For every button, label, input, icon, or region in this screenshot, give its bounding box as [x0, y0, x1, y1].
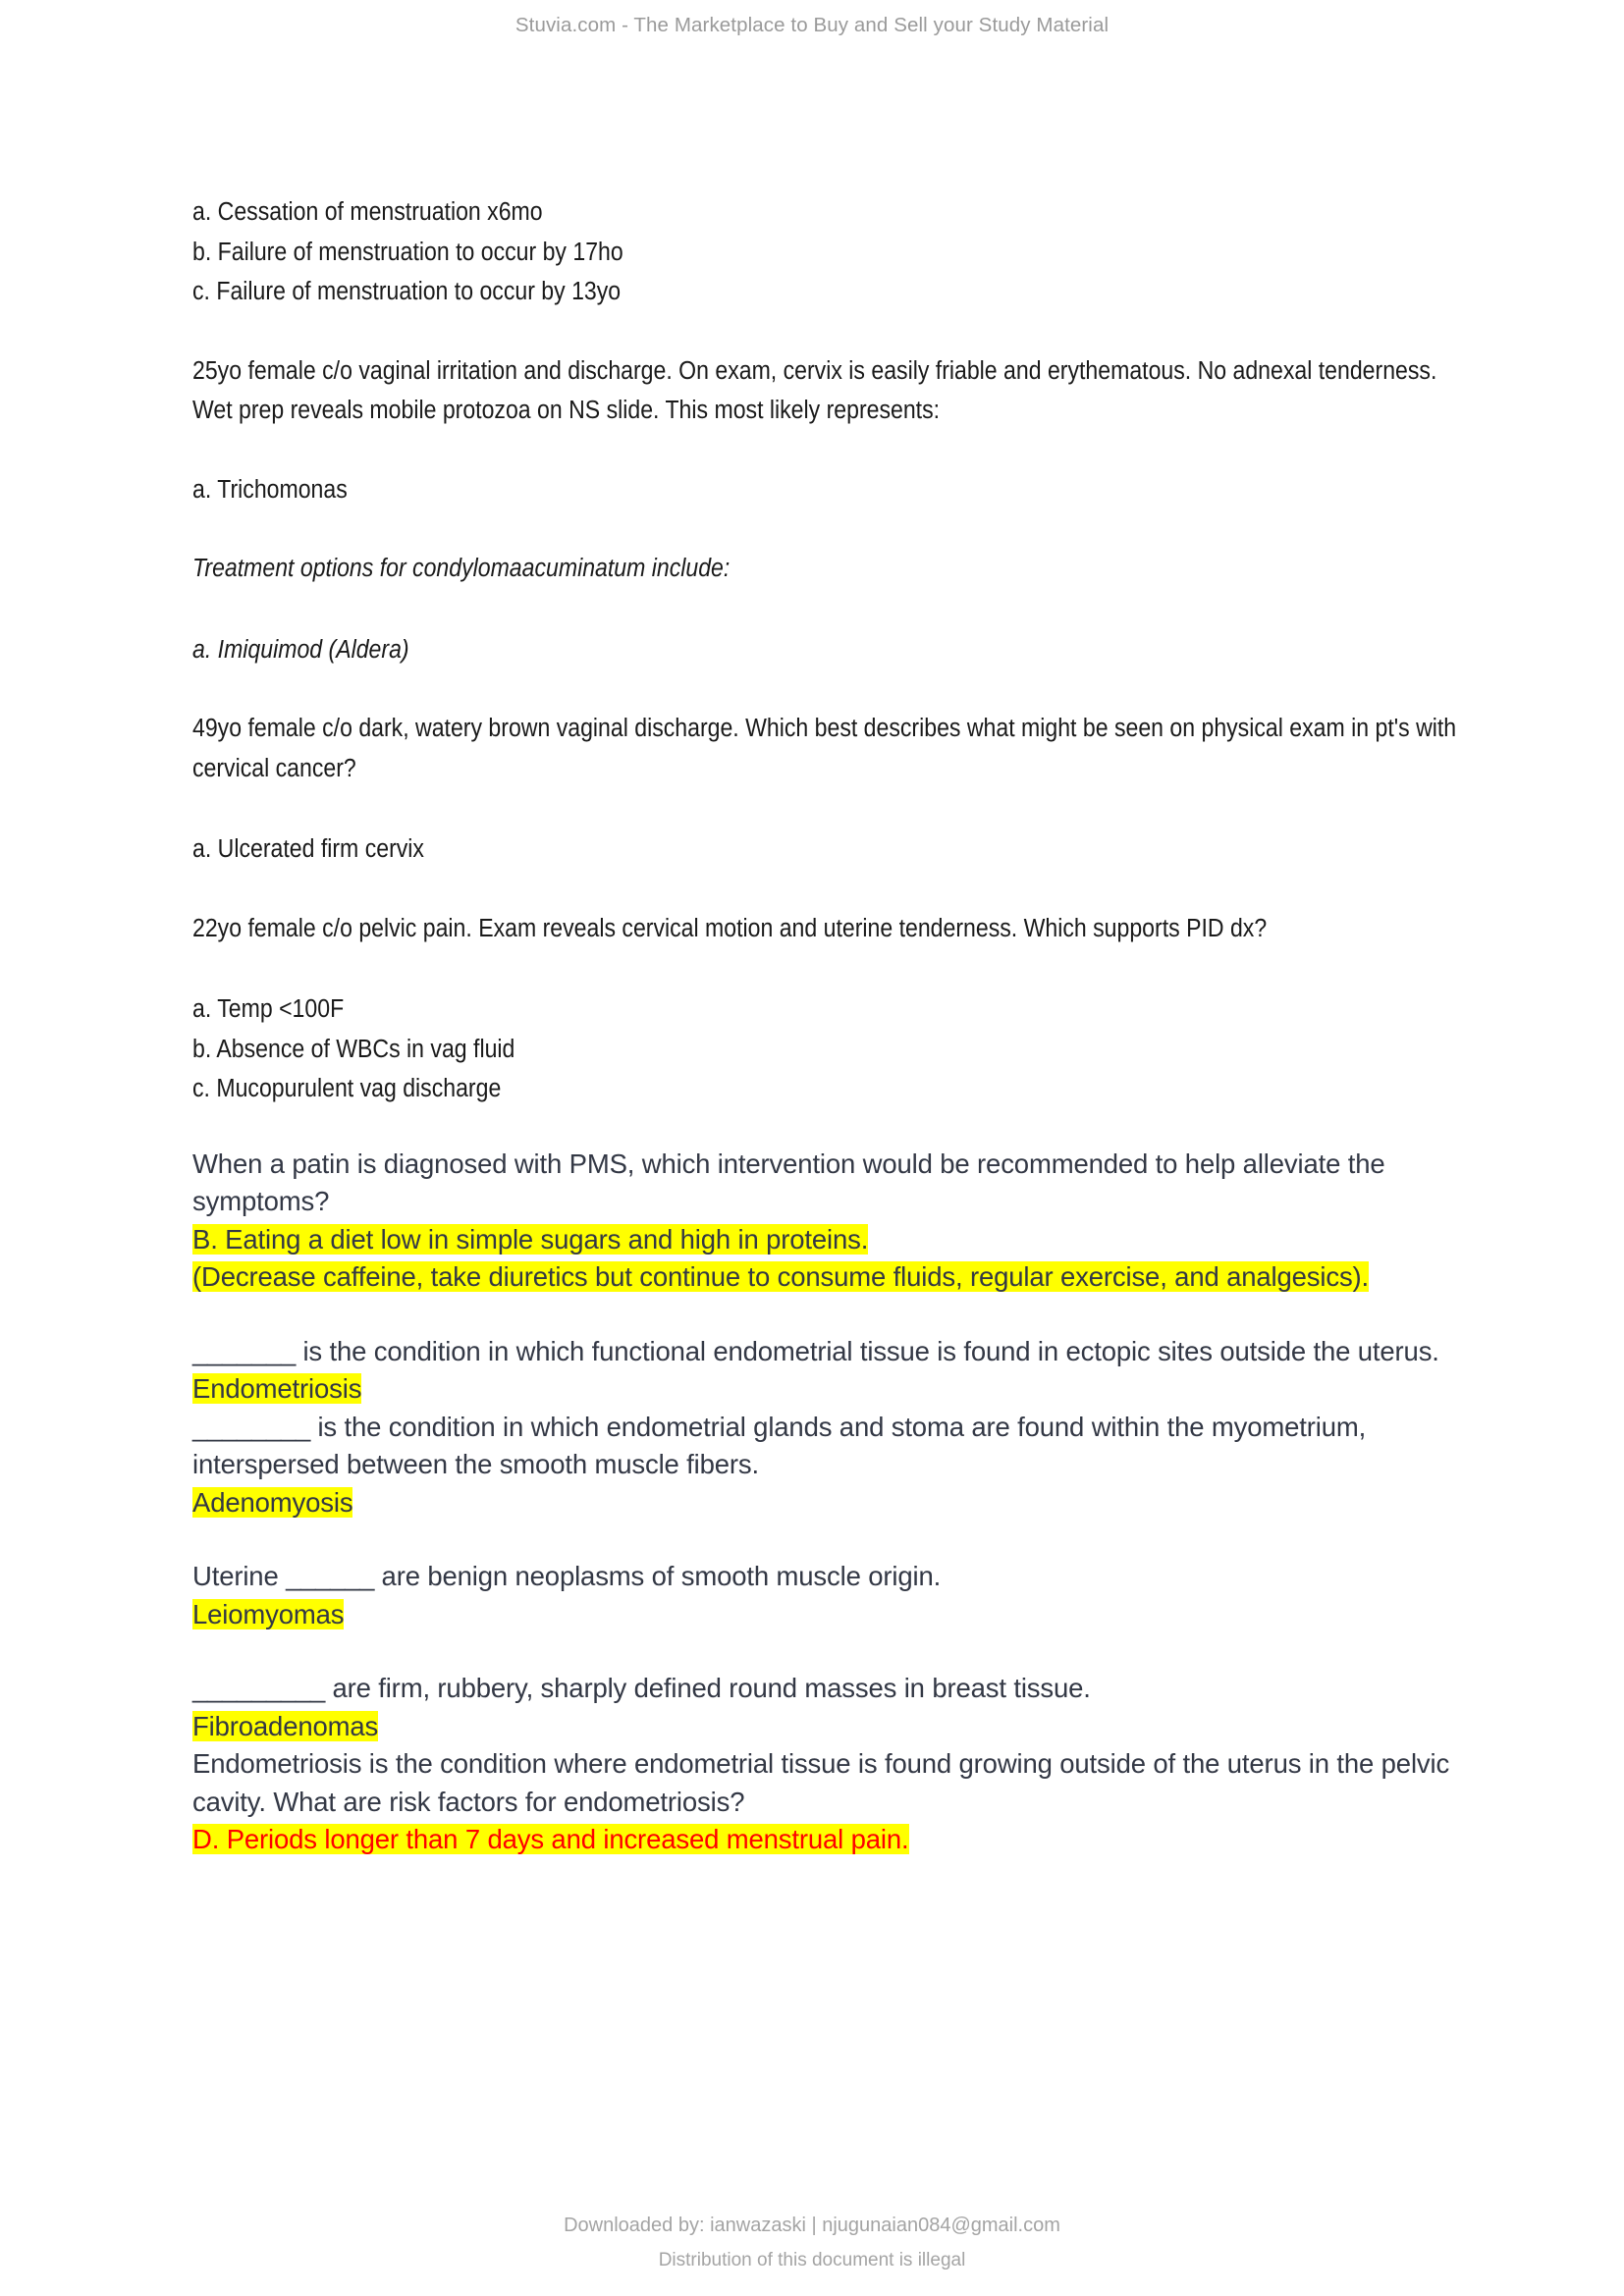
pid-option-c: c. Mucopurulent vag discharge — [192, 1075, 502, 1102]
fill-blank: ______ — [286, 1561, 375, 1591]
highlight-pms-answer: B. Eating a diet low in simple sugars and high in proteins. — [192, 1223, 869, 1255]
pms-question: When a patin is diagnosed with PMS, which intervention would be recommended to help alleviate the symptoms? — [192, 1148, 1385, 1216]
spacer — [192, 1297, 1469, 1333]
fibroadenoma-fill-statement — [192, 1670, 1469, 1708]
spacer — [192, 788, 1469, 829]
highlight-adenomyosis: Adenomyosis — [192, 1486, 353, 1518]
condyloma-answer: a. Imiquimod (Aldera) — [192, 635, 409, 664]
highlight-risk-answer: D. Periods longer than 7 days and increased menstrual pain. — [192, 1824, 909, 1854]
spacer — [192, 1109, 1469, 1146]
cervical-cancer-answer: a. Ulcerated firm cervix — [192, 835, 424, 863]
amenorrhea-option-c: c. Failure of menstruation to occur by 13yo — [192, 278, 622, 305]
fill-text: are firm, rubbery, sharply defined round masses in breast tissue. — [324, 1673, 1091, 1703]
fibroadenoma-fill-answer — [192, 1708, 1469, 1746]
pid-option-a: a. Temp <100F — [192, 995, 345, 1023]
spacer — [192, 1633, 1469, 1670]
endometriosis-risk-answer — [192, 1821, 1469, 1859]
fill-blank: ________ — [192, 1411, 310, 1442]
spacer — [192, 948, 1469, 989]
fill-blank: _________ — [192, 1673, 325, 1703]
endometriosis-fill-answer — [192, 1370, 1469, 1409]
amenorrhea-option-a: a. Cessation of menstruation x6mo — [192, 198, 543, 226]
footer-distribution-notice: Distribution of this document is illegal — [658, 2250, 966, 2270]
highlight-leiomyomas: Leiomyomas — [192, 1598, 345, 1629]
pid-question: 22yo female c/o pelvic pain. Exam reveals cervical motion and uterine tenderness. Which supports PID dx? — [192, 914, 1268, 942]
fill-blank: _______ — [192, 1335, 296, 1366]
pid-option-b: b. Absence of WBCs in vag fluid — [192, 1035, 515, 1063]
condyloma-prompt: Treatment options for condylomaacuminatum include: — [192, 555, 731, 582]
adenomyosis-fill-statement — [192, 1409, 1469, 1484]
fill-text: are benign neoplasms of smooth muscle origin. — [374, 1561, 942, 1591]
document-content — [192, 192, 1469, 1859]
cervical-cancer-question: 49yo female c/o dark, watery brown vaginal discharge. Which best describes what might be seen on physical exam in pt's with cervical cancer? — [192, 715, 1457, 782]
spacer — [192, 431, 1469, 470]
endometriosis-fill-statement — [192, 1333, 1469, 1371]
footer-downloaded-by: Downloaded by: ianwazaski | njugunaian084@gmail.com — [564, 2215, 1060, 2236]
leiomyoma-fill-answer — [192, 1596, 1469, 1634]
trichomonas-question: 25yo female c/o vaginal irritation and discharge. On exam, cervix is easily friable and erythematous. No adnexal tenderness. Wet prep reveals mobile protozoa on NS slide. This most likely represents: — [192, 356, 1437, 424]
spacer — [192, 870, 1469, 909]
highlight-pms-note: (Decrease caffeine, take diuretics but continue to consume fluids, regular exercise, and analgesics). — [192, 1261, 1370, 1292]
stuvia-watermark-header: Stuvia.com - The Marketplace to Buy and Sell your Study Material — [514, 14, 1110, 36]
spacer — [192, 509, 1469, 549]
highlight-endometriosis: Endometriosis — [192, 1373, 362, 1404]
spacer — [192, 669, 1469, 709]
pms-answer-line-1 — [192, 1221, 1469, 1259]
highlight-fibroadenomas: Fibroadenomas — [192, 1710, 379, 1741]
spacer — [192, 312, 1469, 351]
amenorrhea-option-b: b. Failure of menstruation to occur by 17ho — [192, 238, 623, 266]
leiomyoma-fill-statement — [192, 1558, 1469, 1596]
trichomonas-answer: a. Trichomonas — [192, 475, 348, 504]
fill-text: is the condition in which functional endometrial tissue is found in ectopic sites outside the uterus. — [295, 1335, 1439, 1366]
endometriosis-risk-question: Endometriosis is the condition where endometrial tissue is found growing outside of the uterus in the pelvic cavity. What are risk factors for endometriosis? — [192, 1748, 1450, 1817]
fill-prefix: Uterine — [192, 1561, 287, 1591]
spacer — [192, 1522, 1469, 1558]
pms-answer-line-2 — [192, 1258, 1469, 1297]
spacer — [192, 589, 1469, 630]
adenomyosis-fill-answer — [192, 1484, 1469, 1522]
fill-text: is the condition in which endometrial glands and stoma are found within the myometrium, interspersed between the smooth muscle fibers. — [192, 1411, 1367, 1479]
